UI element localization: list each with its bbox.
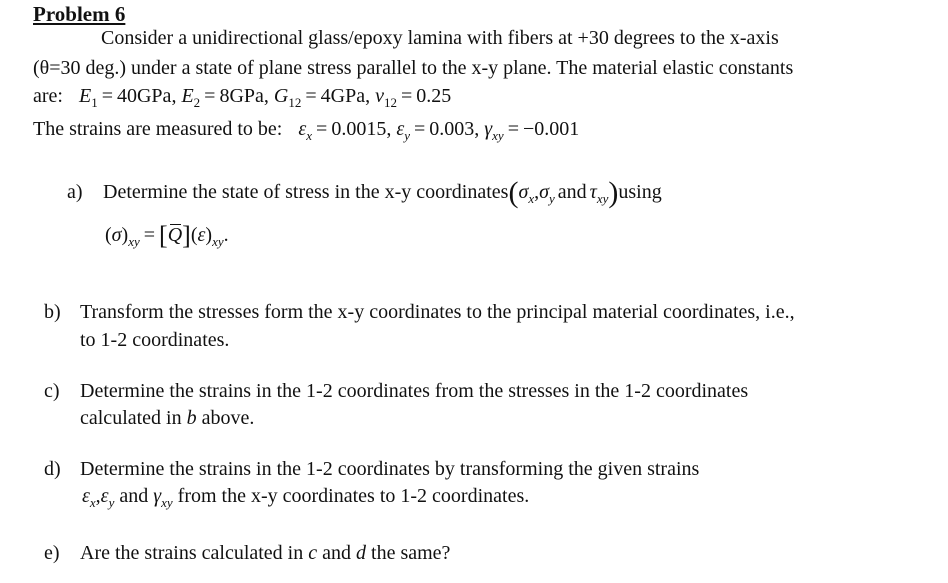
material-constants: are: $E_1 = 40GPa$, $E_2 = 8GPa$, $G_{12} = 4GPa$, $\nu_{12} = 0.25$ [33, 85, 452, 110]
part-d-and: and [119, 485, 149, 507]
e1-value: 40 [116, 85, 137, 107]
part-c-line-1: Determine the strains in the 1-2 coordinates from the stresses in the 1-2 coordinates [80, 380, 749, 402]
part-d-line-2-post: from the x-y coordinates to 1-2 coordinates. [177, 485, 530, 507]
part-d-line-1: Determine the strains in the 1-2 coordinates by transforming the given strains [80, 458, 700, 480]
g12-unit: GPa [330, 85, 366, 107]
part-d-label: d) [44, 458, 61, 480]
problem-title: Problem 6 [33, 2, 126, 26]
part-e-line-1 [80, 541, 450, 566]
intro-line-1 [101, 26, 779, 51]
eps-x-value: 0.0015 [331, 118, 387, 140]
part-c-line-2 [80, 406, 254, 431]
part-c-line-2-post: above. [201, 407, 255, 429]
part-c-label: c) [44, 380, 60, 402]
g12-value: 4 [320, 85, 331, 107]
part-a-line-1: Determine the state of stress in the x-y $coordinates(\sigma_x,\sigma_y$ and $\tau_{xy})using$ [103, 176, 662, 209]
part-e-pre: Are the strains calculated in [80, 542, 304, 564]
part-d-line-2: $\varepsilon_x,\varepsilon_y$ and $\gamma_{xy}$ from the x-y coordinates to 1-2 coordinates. [82, 485, 530, 510]
part-b-label: b) [44, 301, 61, 323]
nu12-value: 0.25 [416, 85, 452, 107]
e2-unit: GPa [229, 85, 264, 107]
gamma-xy-value: −0.001 [522, 118, 580, 140]
part-a-suffix: using [618, 181, 662, 203]
strains-prefix: The strains are measured to be: [33, 118, 283, 140]
part-c-var-b: b [186, 407, 197, 429]
eps-y-value: 0.003 [429, 118, 475, 140]
constants-prefix: are: [33, 85, 63, 107]
intro-text-2: (θ=30 deg.) under a state of plane stress parallel to the x-y plane. The material elastic constants [33, 57, 794, 79]
e1-unit: GPa [136, 85, 172, 107]
part-e-label: e) [44, 542, 60, 564]
part-e-var-c: c [308, 542, 318, 564]
part-b-line-2: to 1-2 coordinates. [80, 329, 230, 351]
part-a-text: Determine the state of stress in the x-y coordinates [103, 181, 509, 203]
part-c-line-2-pre: calculated in [80, 407, 182, 429]
part-b-line-1: Transform the stresses form the x-y coordinates to the principal material coordinates, i.e., [80, 301, 795, 323]
e2-value: 8 [219, 85, 230, 107]
part-e-var-d: d [356, 542, 367, 564]
part-a-label: a) [67, 181, 83, 203]
part-e-and: and [322, 542, 352, 564]
part-e-post: the same? [371, 542, 451, 564]
intro-text-1: Consider a unidirectional glass/epoxy lamina with fibers at +30 degrees to the x-axis [101, 27, 779, 49]
intro-line-2 [33, 56, 793, 81]
measured-strains: The strains are measured to be: $\varepsilon_x = 0.0015$, $\varepsilon_y = 0.003$, $\gamma_{xy} = -0.001$ [33, 118, 580, 143]
part-a-equation: $(\sigma)_{xy} = [Q](\varepsilon)_{xy}$. [105, 221, 229, 250]
